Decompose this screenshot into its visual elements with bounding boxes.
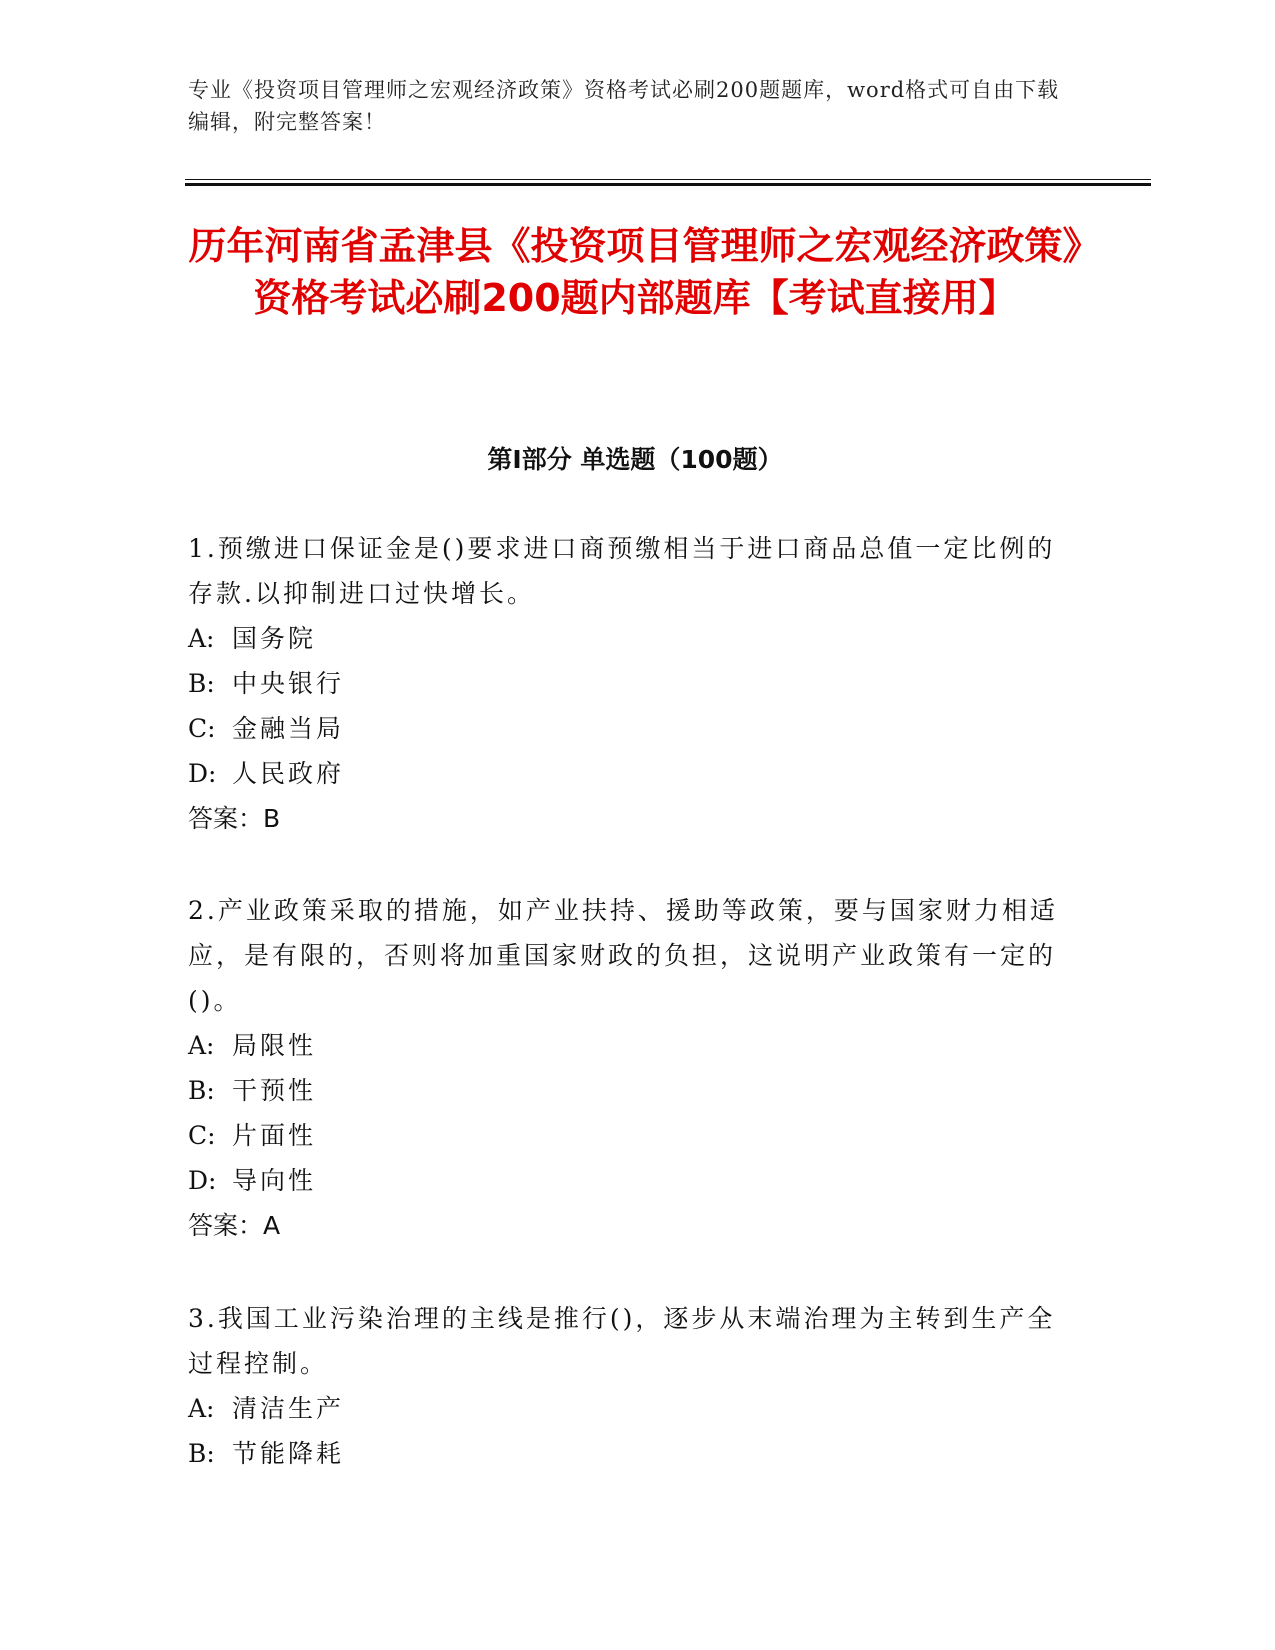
answer: 答案：B — [188, 804, 281, 833]
option-d — [188, 751, 1068, 796]
option-a — [188, 1386, 1068, 1431]
option-b — [188, 1431, 1068, 1476]
option-text: 金融当局 — [232, 714, 345, 743]
option-label: C: — [188, 1121, 216, 1150]
option-c — [188, 1113, 1068, 1158]
option-c — [188, 706, 1068, 751]
option-a — [188, 616, 1068, 661]
option-text: 局限性 — [232, 1031, 317, 1060]
option-text: 清洁生产 — [232, 1394, 345, 1423]
divider-thin — [185, 179, 1151, 180]
option-text: 中央银行 — [232, 669, 345, 698]
option-label: D: — [188, 1166, 217, 1195]
option-label: A: — [188, 624, 215, 653]
document-title: 历年河南省孟津县《投资项目管理师之宏观经济政策》资格考试必刷200题内部题库【考试直接用】 — [188, 224, 1082, 320]
option-b — [188, 1068, 1068, 1113]
option-label: A: — [188, 1394, 215, 1423]
option-label: D: — [188, 759, 217, 788]
option-text: 导向性 — [232, 1166, 317, 1195]
question-stem: 1.预缴进口保证金是()要求进口商预缴相当于进口商品总值一定比例的存款.以抑制进口过快增长。 — [188, 534, 1056, 608]
question-2 — [188, 888, 1068, 1248]
question-3 — [188, 1296, 1068, 1476]
option-label: A: — [188, 1031, 215, 1060]
divider-thick — [185, 183, 1151, 186]
header-note: 专业《投资项目管理师之宏观经济政策》资格考试必刷200题题库，word格式可自由下载编辑，附完整答案！ — [188, 78, 1060, 134]
option-label: B: — [188, 1439, 215, 1468]
option-text: 片面性 — [232, 1121, 317, 1150]
question-stem: 2.产业政策采取的措施，如产业扶持、援助等政策，要与国家财力相适应，是有限的，否则将加重国家财政的负担，这说明产业政策有一定的()。 — [188, 896, 1058, 1015]
option-text: 干预性 — [232, 1076, 317, 1105]
option-label: B: — [188, 1076, 215, 1105]
option-a — [188, 1023, 1068, 1068]
answer: 答案：A — [188, 1211, 281, 1240]
option-text: 国务院 — [232, 624, 317, 653]
option-text: 人民政府 — [232, 759, 345, 788]
question-1 — [188, 526, 1068, 841]
option-d — [188, 1158, 1068, 1203]
option-label: B: — [188, 669, 215, 698]
option-label: C: — [188, 714, 216, 743]
option-text: 节能降耗 — [232, 1439, 345, 1468]
option-b — [188, 661, 1068, 706]
section-heading: 第I部分 单选题（100题） — [487, 445, 783, 474]
question-stem: 3.我国工业污染治理的主线是推行()，逐步从末端治理为主转到生产全过程控制。 — [188, 1304, 1056, 1378]
